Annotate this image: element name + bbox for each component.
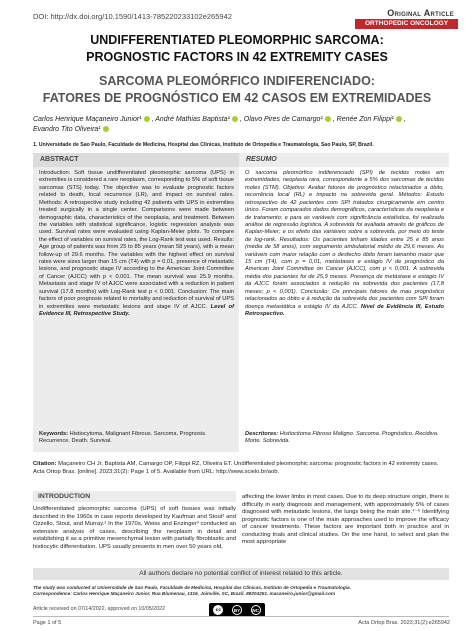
- article-type: Original Article: [387, 8, 454, 18]
- title-english: [0, 32, 474, 66]
- citation: [33, 461, 450, 476]
- orcid-icon[interactable]: [144, 116, 150, 122]
- orcid-icon[interactable]: [396, 116, 402, 122]
- author-1: Carlos Henrique Maçaneiro Junior¹: [33, 116, 142, 123]
- abstract-keywords: [39, 431, 234, 446]
- resumo-keywords: [245, 431, 444, 446]
- study-location: The study was conducted at Universidade de Sao Paulo, Faculdade de Medicina, Hospital das Clinicas, Instituto de Ortopedia e Traumatologia.: [33, 585, 351, 590]
- page-number: Page 1 of 5: [33, 620, 62, 626]
- author-3: Olavo Pires de Camargo¹: [243, 116, 323, 123]
- citation-text: Maçaneiro CH Jr, Baptista AM, Camargo OP, Filippi RZ, Oliveira ET. Undifferentiated pleomorphic sarcoma: prognostic factors in 42 extremity cases. Acta Ortop Bras. [online]. 2023;31(2): Page 1 of 5. Available from URL: http://www.scielo.br/aob.: [33, 461, 439, 475]
- resumo-heading: RESUMO: [246, 156, 277, 163]
- title-pt-line-1: SARCOMA PLEOMÓRFICO INDIFERENCIADO:: [99, 74, 375, 88]
- abstract-text: [39, 170, 234, 318]
- correspondence: Correspondence: Carlos Henrique Maçaneiro Junior. Rua Blumenau, 1316, Joinville, SC, Brazil. 89204251. macaneiro.junior@gmail.com: [33, 591, 336, 597]
- citation-label: Citation:: [33, 461, 57, 467]
- abstract-heading-bar: [33, 153, 239, 167]
- by-icon: BY: [232, 605, 242, 615]
- cc-icon: cc: [213, 605, 223, 615]
- section-badge: ORTHOPEDIC ONCOLOGY: [355, 19, 458, 29]
- introduction-right-column: affecting the lower limbs in most cases. Due to its deep structure origin, there is difficulty in early diagnosis and management, with approximately 5% of cases diagnosed with metastatic lesions, the lungs being the main site.⁴⁻⁶ Identifying prognostic factors is one of the main approaches used to improve the efficacy of cancer treatments. These factors are important both in practice and in conducting trials and clinical studies. On the one hand, to select and plan the most appropriate: [242, 494, 449, 545]
- abstract-level: Level of Evidence III, Retrospective Study.: [39, 303, 234, 318]
- footer-divider: [33, 616, 449, 617]
- resumo-level: Nível de Evidência III, Estudo Retrospectivo.: [245, 303, 444, 318]
- title-portuguese: [0, 73, 474, 107]
- descritores-text: Histiocitoma Fibroso Maligno. Sarcoma. Prognóstico. Recidiva. Morte. Sobrevida.: [245, 431, 439, 445]
- journal-reference: Acta Ortop Bras. 2023;31(2):e265942: [358, 620, 450, 626]
- resumo-text: [245, 170, 444, 318]
- resumo-body: O sarcoma pleomórfico indiferenciado (SPI) de tecidos moles em extremidades, neoplasia rara, correspondente a 5% dos sarcomas de tecidos moles (STM). Objetivo: Avaliar fatores de prognóstico relacionados a óbito, recorrência local (RL) e impacto na sobrevida geral. Métodos: Estudo retrospectivo de 42 pacientes com SPI tratados cirurgicamente em centro único. Foram comparados dados demográficos, características da neoplasia e de tratamento; e para as variáveis com significância estatística, foi realizada análise de regressão logística. A sobrevida foi avaliada através de gráficos de Kaplan-Meier; e os efeito das variáveis sobre a sobrevida, por meio do teste de log-rank. Resultados: Os pacientes tinham idades entre 25 e 85 anos (média de 58 anos), com seguimento ambulatorial médio de 29,6 meses. As variáveis com maior relação com o desfecho óbito foram tamanho maior que 15 cm (T4), com p = 0,01, metástases e estágio IV de prognóstico da American Joint Committee on Cancer (AJCC), com p < 0,001. A sobrevida média dos pacientes foi de 25,9 meses. Presença de metástase e estágio IV da AJCC foram associados à redução na sobrevida dos pacientes (17,8 meses; p < 0,001). Conclusão: Os principais fatores de mau prognóstico relacionados ao óbito e à redução da sobrevida dos pacientes com SPI foram doença metastática e estágio IV da AJCC.: [245, 170, 444, 310]
- nc-icon: NC: [251, 605, 261, 615]
- title-en-line-2: PROGNOSTIC FACTORS IN 42 EXTREMITY CASES: [86, 50, 388, 64]
- affiliation: 1. Universidade de Sao Paulo, Faculdade de Medicina, Hospital das Clinicas, Instituto de Ortopedia e Traumatologia, Sao Paulo, SP, Brazil.: [33, 142, 374, 148]
- keywords-text: Histiocytoma, Malignant Fibrous. Sarcoma. Prognosis. Recurrence. Death. Survival.: [39, 431, 207, 445]
- orcid-icon[interactable]: [325, 116, 331, 122]
- author-5: Evandro Tito Oliveira¹: [33, 126, 101, 133]
- title-en-line-1: UNDIFFERENTIATED PLEOMORPHIC SARCOMA:: [90, 33, 384, 47]
- descritores-label: Descritores:: [245, 431, 279, 437]
- abstract-heading: ABSTRACT: [40, 156, 79, 163]
- orcid-icon[interactable]: [103, 126, 109, 132]
- abstract-body: Introduction: Soft tissue undifferentiated pleomorphic sarcoma (UPS) in extremities is considered a rare neoplasm, corresponding to 5% of soft tissue sarcomas (STS) today. The objective was to evaluate prognostic factors related to death, local recurrence (LR), and impact on survival rates. Methods: A retrospective study including 42 patients with UPS in extremities treated surgically in a single center. Comparisons were made between demographic data, characteristics of the neoplasia, and treatment. Between the variables with statistical significance, logistic regression analysis was used. Survival rates were evaluated using Kaplan-Meier plots. To compare the effect of variables on survival rates, the Log-Rank test was used. Results: Age group of patients was from 25 to 85 years (mean 58 years), with a mean follow-up of 29.6 months. The variables with the highest effect on survival rates were sizes larger than 15 cm (T4) with p = 0.01, presence of metastatic lesions, and prognostic stage IV according to the American Joint Committee of Cancer (AJCC) with p < 0.001. The mean survival was 25.9 months. Metastasis and stage IV of AJCC were associated with a reduction in patient survival (17.8 months) with Log-Rank test p < 0.001. Conclusion: The main factors of poor prognosis related to mortality and reduction of survival of UPS in extremities were metastatic lesions and stage IV of AJCC.: [39, 170, 234, 310]
- keywords-label: Keywords:: [39, 431, 69, 437]
- cc-license-badge[interactable]: [209, 603, 265, 617]
- author-4: Renée Zon Filippi¹: [336, 116, 394, 123]
- author-list: Carlos Henrique Maçaneiro Junior¹ , André Mathias Baptista¹ , Olavo Pires de Camargo¹ , Renée Zon Filippi¹ , Evandro Tito Oliveira¹: [33, 116, 406, 133]
- doi-link[interactable]: DOI: http://dx.doi.org/10.1590/1413-785220233102e265942: [33, 12, 232, 21]
- abstract-box: [33, 153, 239, 452]
- conflict-of-interest: All authors declare no potential conflict of interest related to this article.: [33, 568, 449, 580]
- footnote: [33, 585, 450, 598]
- resumo-box: [239, 153, 449, 452]
- introduction-heading: INTRODUCTION: [33, 491, 236, 502]
- author-2: André Mathias Baptista¹: [155, 116, 230, 123]
- received-date: Article received on 07/14/2022, approved on 10/05/2022: [33, 606, 165, 612]
- introduction-left-column: Undifferentiated pleomorphic sarcoma (UPS) of soft tissues was initially described in the 1960s in case reports developed by Kaufman and Stout¹ and Ozzello, Stout, and Murray.² In the 1970s, Weiss and Enzinger³ conducted an extensive analysis of cases, describing the neoplasm in detail and establishing it as a primitive mesenchymal lesion with partially fibroblastic and histiocytic differentiation. UPS usually presents in men over 50 years old,: [33, 506, 236, 550]
- title-pt-line-2: FATORES DE PROGNÓSTICO EM 42 CASOS EM EXTREMIDADES: [42, 91, 432, 105]
- orcid-icon[interactable]: [232, 116, 238, 122]
- resumo-heading-bar: [239, 153, 449, 167]
